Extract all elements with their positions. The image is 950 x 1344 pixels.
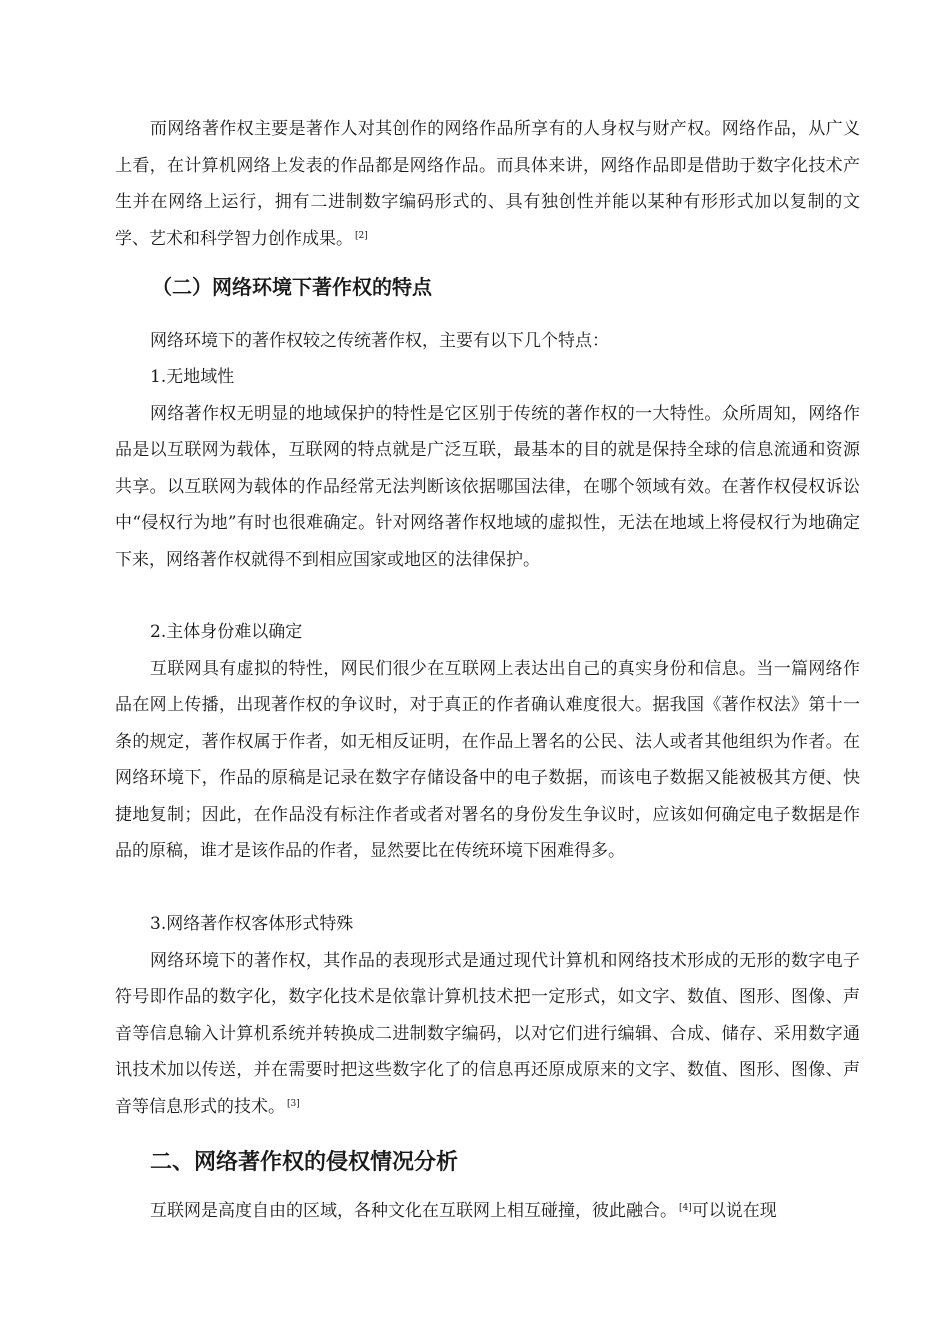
feature-text: 互联网具有虚拟的特性，网民们很少在互联网上表达出自己的真实身份和信息。当一篇网络作品在网上传播，出现著作权的争议时，对于真正的作者确认难度很大。据我国《著作权法》第十一条的规定，著作权属于作者，如无相反证明，在作品上署名的公民、法人或者其他组织为作者。在网络环境下，作品的原稿是记录在数字存储设备中的电子数据，而该电子数据又能被极其方便、快捷地复制；因此，在作品没有标注作者或者对署名的身份发生争议时，应该如何确定电子数据是作品的原稿，谁才是该作品的作者，显然要比在传统环境下困难得多。 [115, 658, 860, 861]
chapter-heading-text: 二、网络著作权的侵权情况分析 [150, 1150, 459, 1175]
citation-marker: [3] [287, 1098, 300, 1109]
feature-title: 3.网络著作权客体形式特殊 [150, 914, 354, 934]
section-heading-text: （二）网络环境下著作权的特点 [152, 275, 432, 299]
paragraph-intro [115, 323, 860, 360]
paragraph-chapter-intro [115, 1193, 860, 1230]
feature-title: 1.无地域性 [150, 367, 235, 387]
paragraph-text: 而网络著作权主要是著作人对其创作的网络作品所享有的人身权与财产权。网络作品，从广义上看，在计算机网络上发表的作品都是网络作品。而具体来讲，网络作品即是借助于数字化技术产生并在网络上运行，拥有二进制数字编码形式的、具有独创性并能以某种有形形式加以复制的文学、艺术和科学智力创作成果。 [115, 119, 860, 249]
intro-text: 网络环境下的著作权较之传统著作权，主要有以下几个特点： [150, 331, 609, 351]
citation-marker: [2] [355, 230, 368, 241]
citation-marker: [4] [679, 1203, 692, 1213]
feature-text: 网络著作权无明显的地域保护的特性是它区别于传统的著作权的一大特性。众所周知，网络作品是以互联网为载体，互联网的特点就是广泛互联，最基本的目的就是保持全球的信息流通和资源共享。以互联网为载体的作品经常无法判断该依据哪国法律，在哪个领域有效。在著作权侵权诉讼中“侵权行为地”有时也很难确定。针对网络著作权地域的虚拟性，无法在地域上将侵权行为地确定下来，网络著作权就得不到相应国家或地区的法律保护。 [115, 403, 860, 570]
feature-item-1 [115, 359, 860, 578]
paragraph-network-copyright-definition [115, 111, 860, 257]
feature-item-2 [115, 614, 860, 870]
feature-title: 2.主体身份难以确定 [150, 622, 303, 642]
section-heading-features [115, 272, 860, 302]
feature-item-3 [115, 906, 860, 1125]
paragraph-text-continued: 可以说在现 [691, 1201, 777, 1221]
paragraph-text: 互联网是高度自由的区域，各种文化在互联网上相互碰撞，彼此融合。 [150, 1201, 677, 1221]
feature-text: 网络环境下的著作权，其作品的表现形式是通过现代计算机和网络技术形成的无形的数字电子符号即作品的数字化，数字化技术是依靠计算机技术把一定形式，如文字、数值、图形、图像、声音等信息输入计算机系统并转换成二进制数字编码，以对它们进行编辑、合成、储存、采用数字通讯技术加以传送，并在需要时把这些数字化了的信息再还原成原来的文字、数值、图形、图像、声音等信息形式的技术。 [115, 950, 860, 1117]
chapter-heading [115, 1147, 860, 1179]
